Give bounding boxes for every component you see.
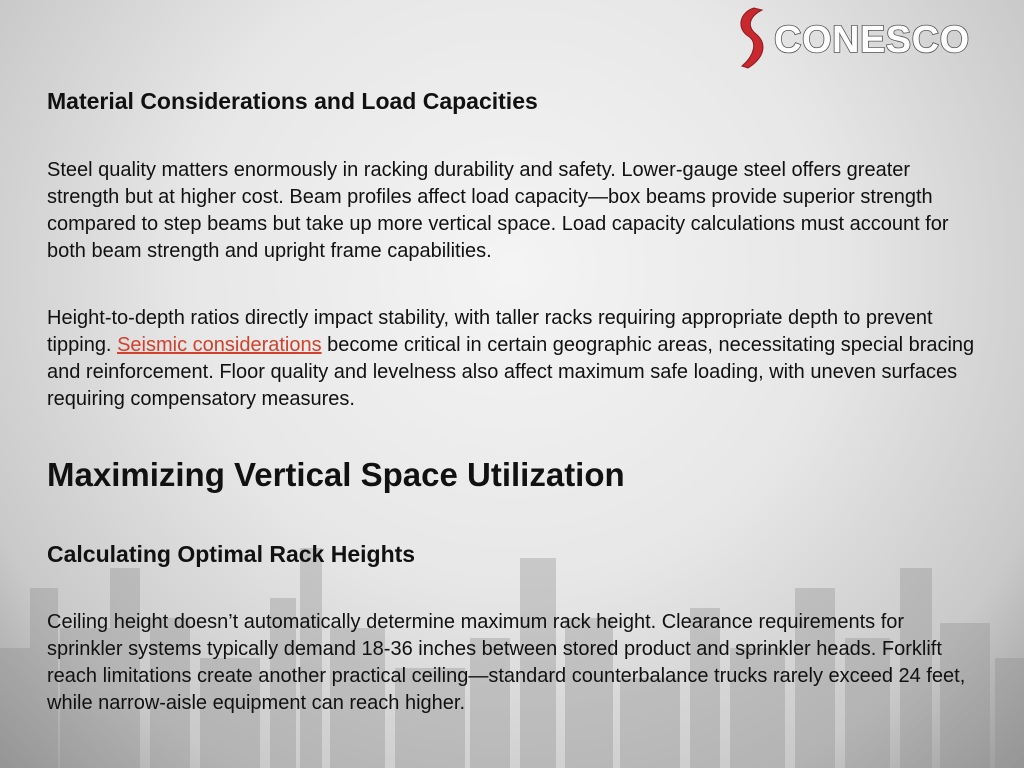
seismic-considerations-link[interactable]: Seismic considerations [117, 334, 322, 356]
section-heading: Material Considerations and Load Capacities [47, 88, 538, 114]
paragraph-ceiling-height: Ceiling height doesn’t automatically determine maximum rack height. Clearance requirements for sprinkler systems typically demand 18-36 inches between stored product and sprinkler heads. Forklift reach limitations create another practical ceiling—standard counterbalance trucks rarely exceed 24 feet, while narrow-aisle equipment can reach higher. [47, 611, 966, 714]
paragraph-height-depth [47, 305, 982, 413]
brand-wordmark: CONESCO [774, 19, 970, 61]
paragraph-text: Height-to-depth ratios directly impact stability, with taller racks requiring appropriate depth to prevent tipping. [47, 307, 933, 356]
paragraph-text: become critical in certain geographic areas, necessitating special bracing and reinforcement. Floor quality and levelness also affect maximum safe loading, with uneven surfaces requiring compensatory measures. [47, 334, 975, 410]
conesco-logo [734, 4, 1006, 72]
paragraph-steel-quality: Steel quality matters enormously in racking durability and safety. Lower-gauge steel offers greater strength but at higher cost. Beam profiles affect load capacity—box beams provide superior strength compared to step beams but take up more vertical space. Load capacity calculations must account for both beam strength and upright frame capabilities. [47, 159, 949, 262]
conesco-s-mark [741, 8, 763, 68]
subsection-heading: Calculating Optimal Rack Heights [47, 541, 416, 567]
page-title: Maximizing Vertical Space Utilization [47, 456, 625, 493]
